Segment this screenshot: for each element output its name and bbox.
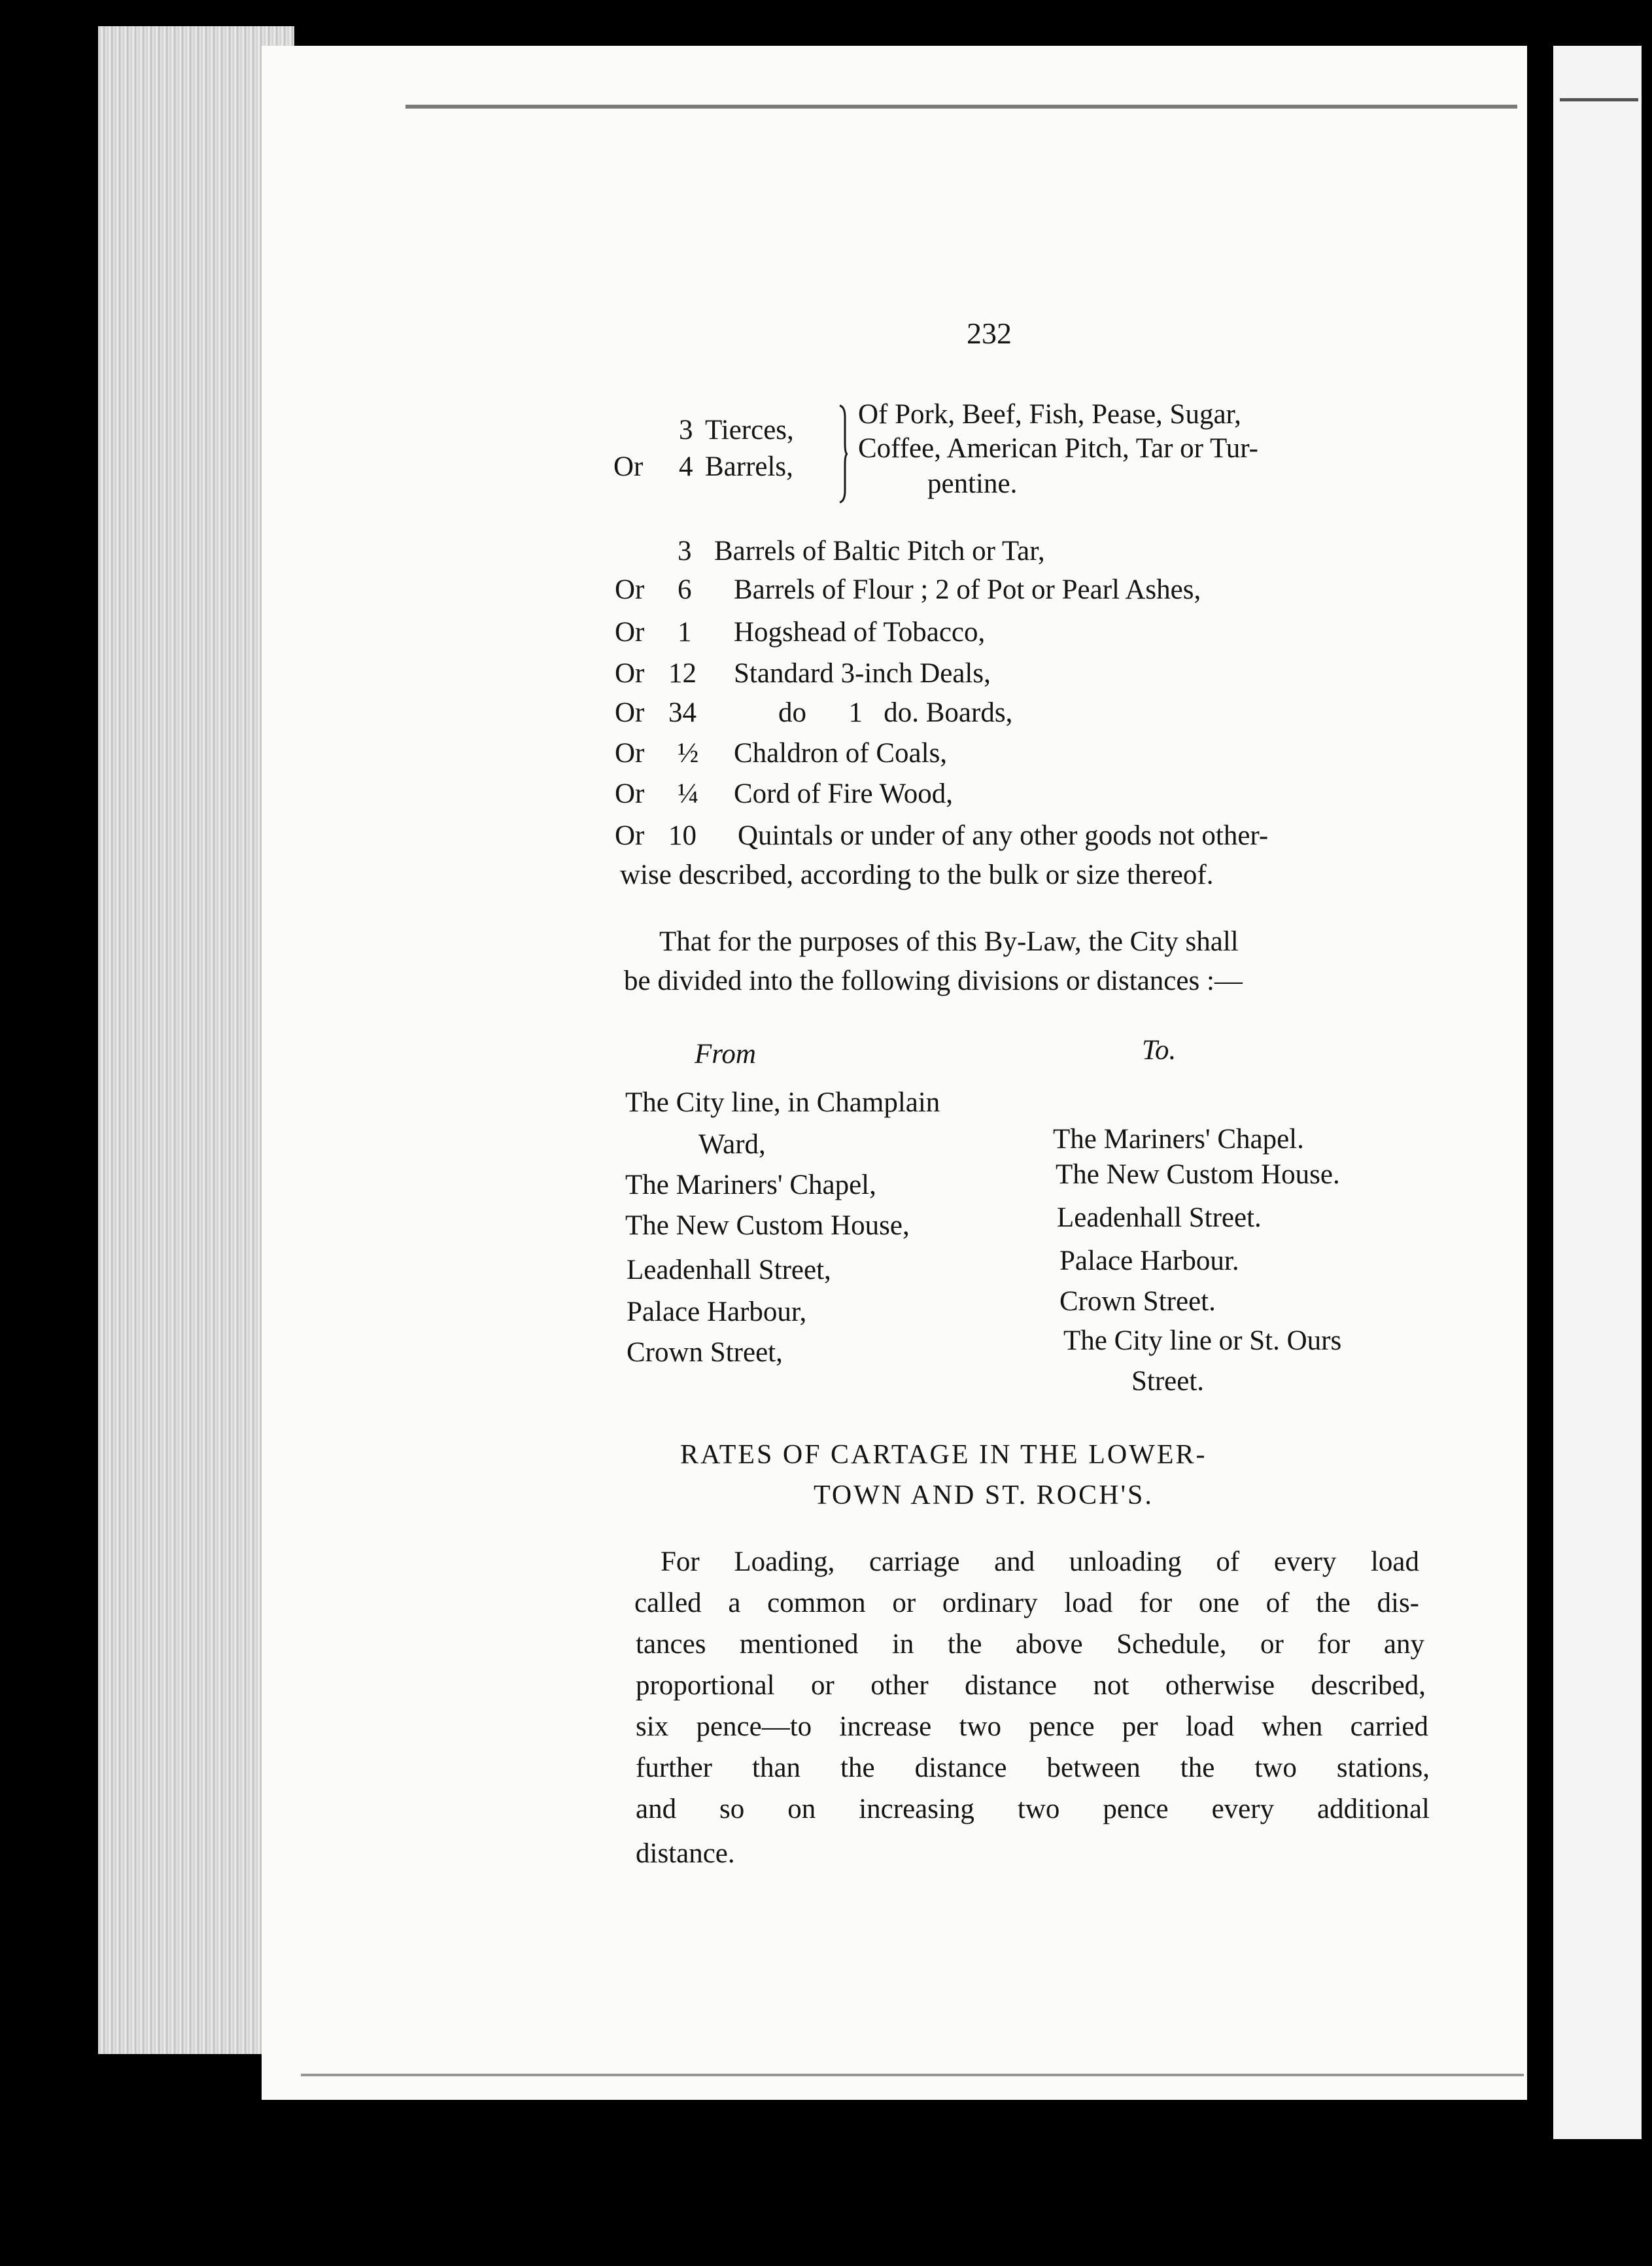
from-column-header: From (695, 1039, 756, 1070)
item-qty: 34 (668, 697, 697, 728)
brace-text-line: Of Pork, Beef, Fish, Pease, Sugar, (858, 399, 1241, 430)
to-cell: The City line or St. Ours (1063, 1325, 1342, 1356)
paragraph-line: be divided into the following divisions or distances :— (624, 966, 1243, 996)
from-cell: The New Custom House, (625, 1210, 910, 1241)
facing-page-edge (1553, 46, 1642, 2139)
item-text: Standard 3-inch Deals, (734, 658, 991, 689)
to-cell: Street. (1131, 1366, 1205, 1397)
item-continuation: wise described, according to the bulk or size thereof. (620, 860, 1214, 890)
item-prefix: Or (615, 778, 645, 809)
paragraph-line: six pence—to increase two pence per load when carried (636, 1711, 1428, 1742)
brace-row-unit: Barrels, (705, 451, 793, 482)
paragraph-line: distance. (636, 1838, 735, 1869)
paragraph-line: further than the distance between the two stations, (636, 1752, 1430, 1783)
to-cell: Leadenhall Street. (1057, 1202, 1262, 1233)
to-cell: The Mariners' Chapel. (1053, 1124, 1304, 1155)
heading-line: TOWN AND ST. ROCH'S. (814, 1480, 1154, 1510)
item-text: do 1 do. Boards, (778, 697, 1013, 728)
brace-text-line: Coffee, American Pitch, Tar or Tur- (858, 433, 1258, 464)
item-prefix: Or (615, 820, 645, 851)
item-text: Cord of Fire Wood, (734, 778, 953, 809)
to-cell: Palace Harbour. (1059, 1246, 1239, 1276)
from-cell: Palace Harbour, (627, 1297, 807, 1327)
item-prefix: Or (615, 697, 645, 728)
item-prefix: Or (615, 738, 645, 769)
paragraph-line: tances mentioned in the above Schedule, or for any (636, 1629, 1424, 1660)
from-cell: Leadenhall Street, (627, 1255, 831, 1285)
page-number: 232 (967, 317, 1012, 350)
to-cell: The New Custom House. (1056, 1159, 1340, 1190)
bottom-rule (301, 2074, 1524, 2076)
paragraph-line: called a common or ordinary load for one of the dis- (634, 1588, 1419, 1618)
brace-row-unit: Tierces, (705, 415, 794, 445)
item-qty: 12 (668, 658, 697, 689)
to-cell: Crown Street. (1059, 1286, 1216, 1317)
item-text: Hogshead of Tobacco, (734, 617, 986, 648)
item-qty: 6 (678, 574, 692, 605)
paragraph-line: and so on increasing two pence every additional (636, 1794, 1430, 1824)
facing-page-rule (1560, 98, 1638, 101)
paragraph-line: proportional or other distance not otherwise described, (636, 1670, 1426, 1701)
top-rule (405, 105, 1517, 109)
item-text: Barrels of Flour ; 2 of Pot or Pearl Ashes, (734, 574, 1201, 605)
item-text: Barrels of Baltic Pitch or Tar, (714, 536, 1045, 566)
from-cell: The City line, in Champlain (625, 1087, 940, 1118)
brace-text-line: pentine. (927, 468, 1018, 499)
item-qty: 3 (678, 536, 692, 566)
brace-row-qty: 3 (679, 415, 693, 445)
brace-row-prefix: Or (613, 451, 644, 482)
item-prefix: Or (615, 658, 645, 689)
curly-brace-icon (838, 404, 848, 504)
item-qty: 10 (668, 820, 697, 851)
item-qty: ½ (678, 738, 699, 769)
to-column-header: To. (1142, 1035, 1177, 1066)
item-qty: 1 (678, 617, 692, 648)
heading-line: RATES OF CARTAGE IN THE LOWER- (680, 1440, 1207, 1470)
item-qty: ¼ (678, 778, 699, 809)
item-prefix: Or (615, 617, 645, 648)
item-prefix: Or (615, 574, 645, 605)
paragraph-line: For Loading, carriage and unloading of every load (661, 1546, 1419, 1577)
from-cell: Crown Street, (627, 1337, 783, 1368)
item-text: Chaldron of Coals, (734, 738, 948, 769)
item-text: Quintals or under of any other goods not other- (738, 820, 1269, 851)
brace-row-qty: 4 (679, 451, 693, 482)
paragraph-line: That for the purposes of this By-Law, the City shall (659, 926, 1239, 957)
from-cell: The Mariners' Chapel, (625, 1170, 876, 1200)
from-cell: Ward, (698, 1129, 766, 1160)
